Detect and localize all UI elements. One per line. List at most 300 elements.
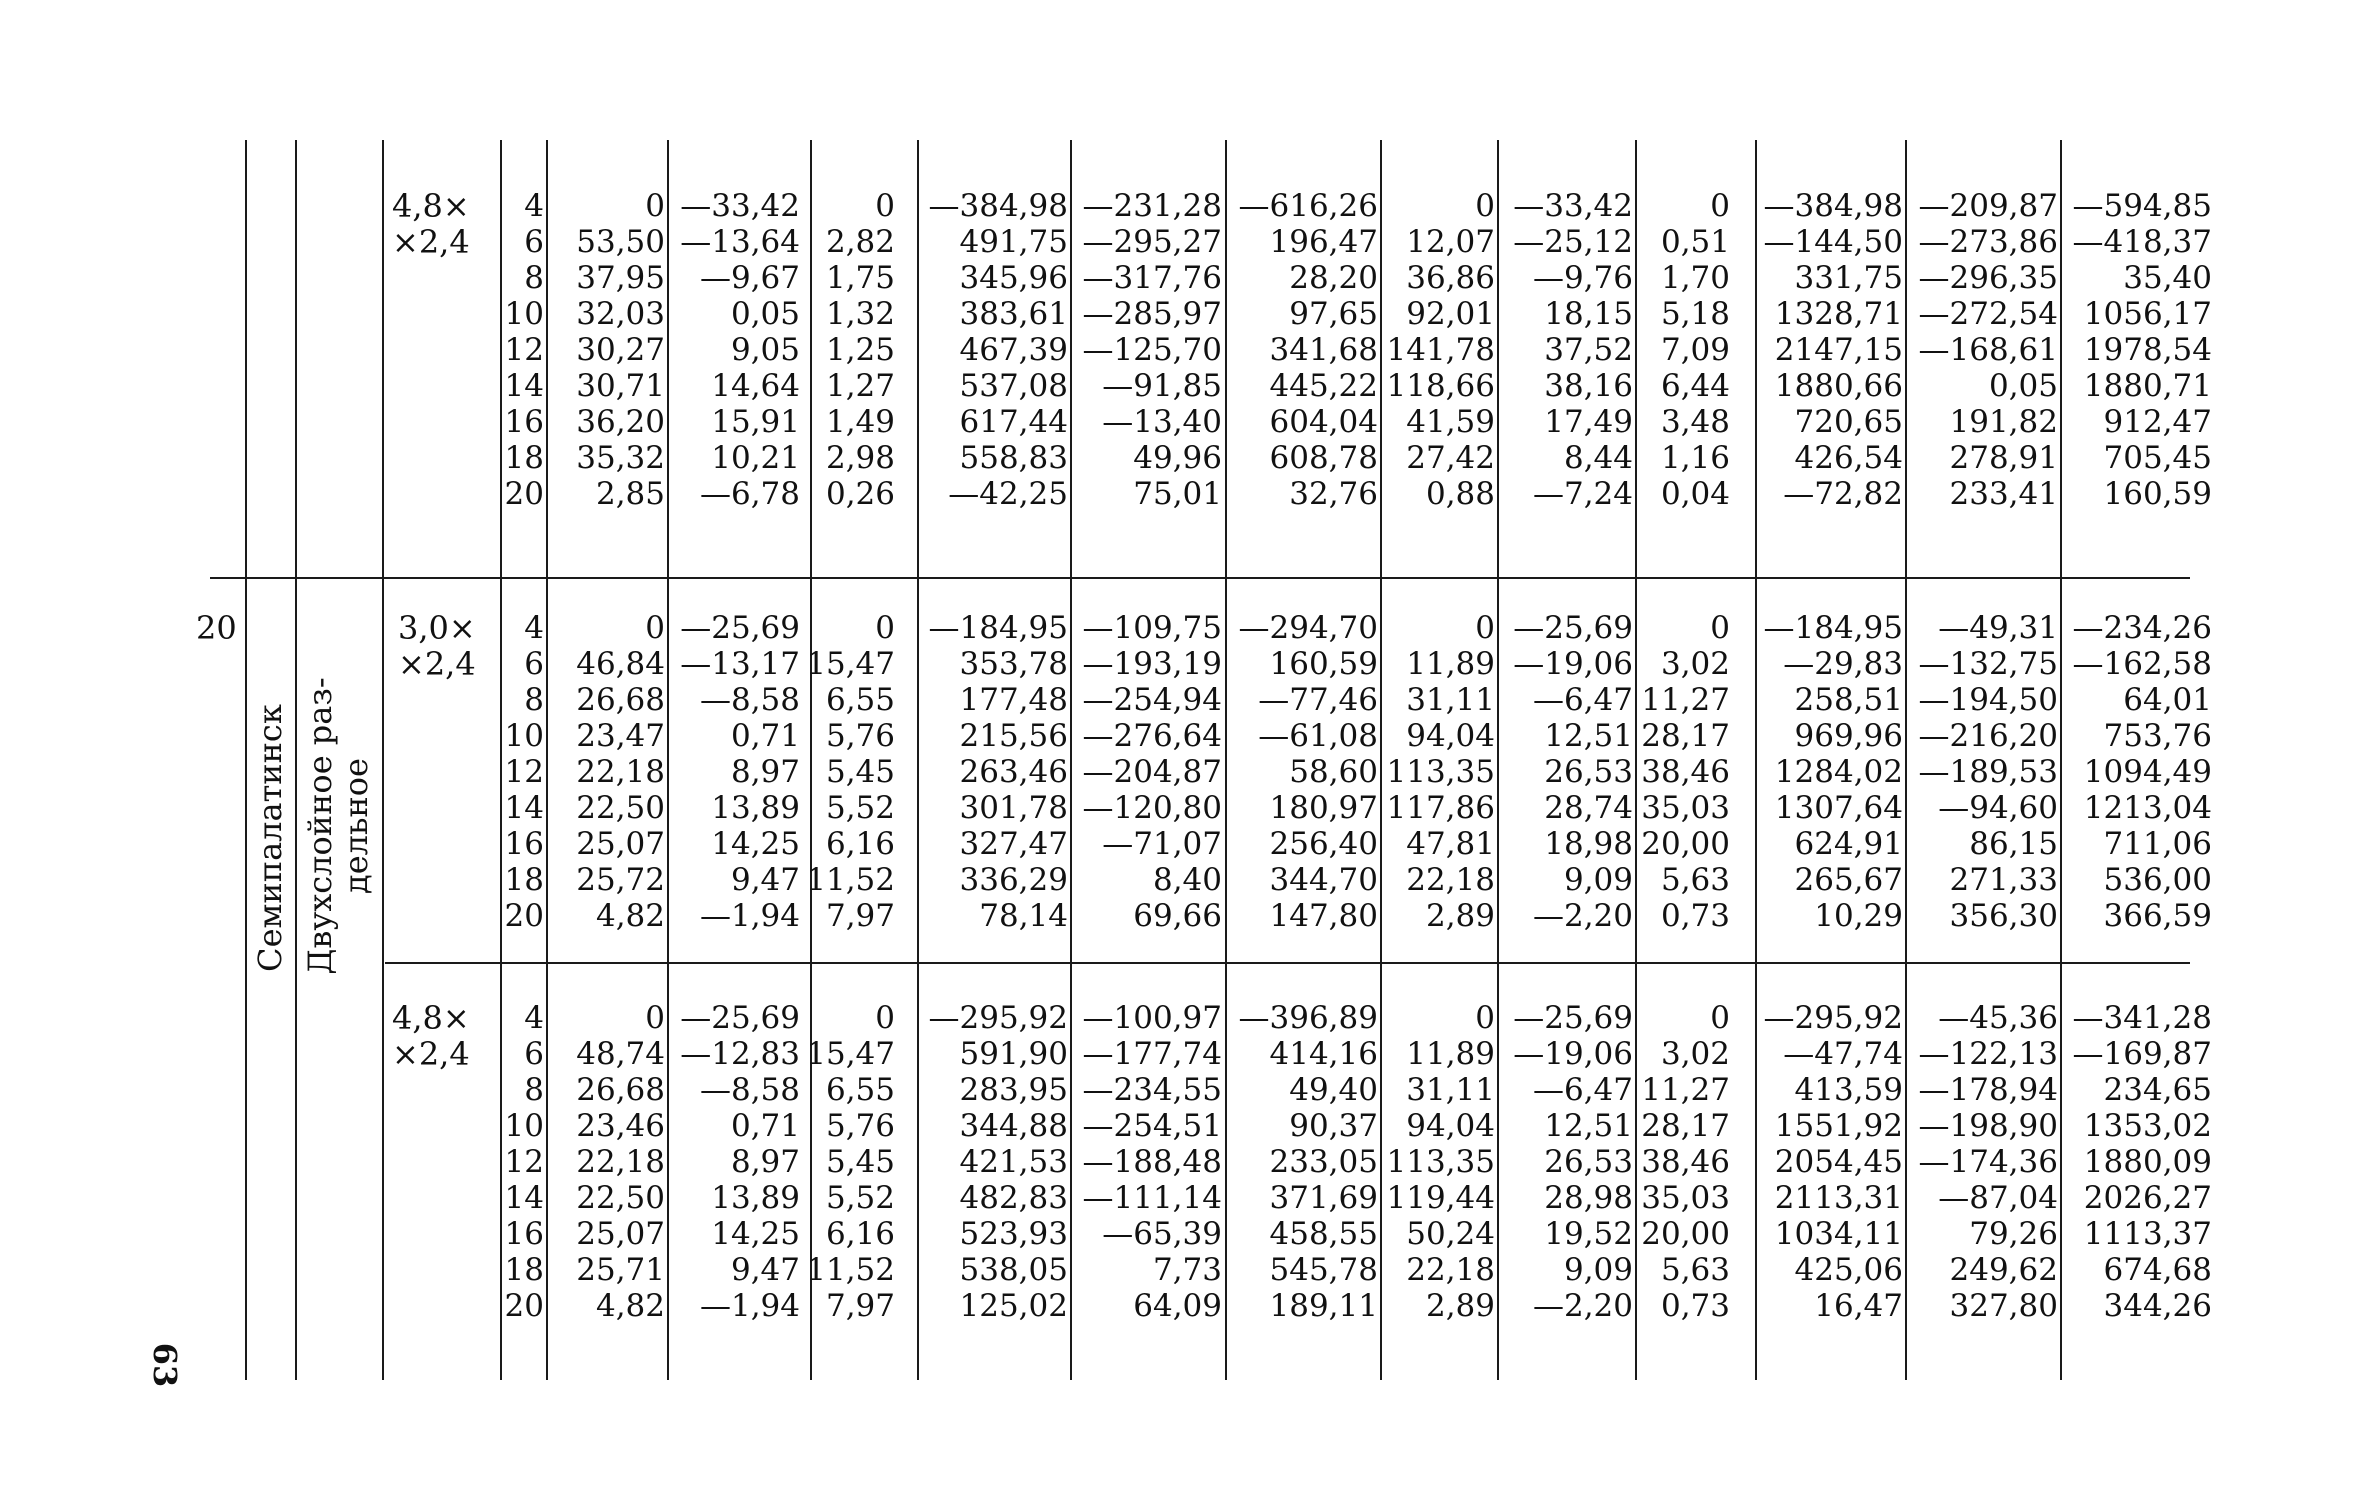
table-cell: —100,97 xyxy=(1082,1000,1222,1036)
table-cell: —384,98 xyxy=(928,188,1068,224)
table-cell: 196,47 xyxy=(1269,224,1378,260)
table-cell: 64,09 xyxy=(1133,1288,1222,1324)
table-cell: 30,27 xyxy=(576,332,665,368)
table-cell: 20,00 xyxy=(1641,826,1730,862)
table-cell: 97,65 xyxy=(1289,296,1378,332)
table-cell: —13,40 xyxy=(1102,404,1222,440)
table-cell: 426,54 xyxy=(1794,440,1903,476)
table-cell: 3,02 xyxy=(1660,646,1730,682)
table-cell: 1307,64 xyxy=(1774,790,1903,826)
table-cell: —25,12 xyxy=(1513,224,1633,260)
table-cell: 356,30 xyxy=(1949,898,2058,934)
table-cell: —162,58 xyxy=(2072,646,2212,682)
table-cell: 160,59 xyxy=(1269,646,1378,682)
table-cell: 1213,04 xyxy=(2083,790,2212,826)
table-cell: 383,61 xyxy=(959,296,1068,332)
table-cell: 22,50 xyxy=(576,1180,665,1216)
table-cell: —29,83 xyxy=(1783,646,1903,682)
table-cell: 674,68 xyxy=(2103,1252,2212,1288)
table-cell: 1,25 xyxy=(825,332,895,368)
row-height-label: 6 xyxy=(524,646,544,682)
table-cell: 58,60 xyxy=(1289,754,1378,790)
table-cell: —71,07 xyxy=(1102,826,1222,862)
table-cell: —341,28 xyxy=(2072,1000,2212,1036)
table-cell: 13,89 xyxy=(711,1180,800,1216)
table-cell: 37,95 xyxy=(576,260,665,296)
table-cell: —295,92 xyxy=(928,1000,1068,1036)
table-cell: 160,59 xyxy=(2103,476,2212,512)
table-cell: 249,62 xyxy=(1949,1252,2058,1288)
table-cell: 79,26 xyxy=(1969,1216,2058,1252)
table-cell: —295,92 xyxy=(1763,1000,1903,1036)
table-cell: 25,71 xyxy=(576,1252,665,1288)
table-cell: 1094,49 xyxy=(2083,754,2212,790)
table-cell: —45,36 xyxy=(1938,1000,2058,1036)
table-cell: 12,07 xyxy=(1406,224,1495,260)
table-cell: 331,75 xyxy=(1794,260,1903,296)
table-cell: 16,47 xyxy=(1814,1288,1903,1324)
row-height-label: 14 xyxy=(504,368,544,404)
row-height-label: 12 xyxy=(504,332,544,368)
table-cell: 17,49 xyxy=(1544,404,1633,440)
table-cell: 119,44 xyxy=(1386,1180,1495,1216)
table-cell: 5,63 xyxy=(1660,1252,1730,1288)
table-cell: 5,63 xyxy=(1660,862,1730,898)
table-cell: —49,31 xyxy=(1938,610,2058,646)
table-cell: 36,20 xyxy=(576,404,665,440)
table-cell: 90,37 xyxy=(1289,1108,1378,1144)
table-cell: 9,47 xyxy=(730,1252,800,1288)
table-cell: 86,15 xyxy=(1969,826,2058,862)
table-cell: 1034,11 xyxy=(1774,1216,1903,1252)
table-cell: 327,47 xyxy=(959,826,1068,862)
table-cell: 180,97 xyxy=(1269,790,1378,826)
table-cell: —198,90 xyxy=(1918,1108,2058,1144)
table-cell: —254,51 xyxy=(1082,1108,1222,1144)
table-cell: 0 xyxy=(1475,610,1495,646)
table-cell: 1880,66 xyxy=(1774,368,1903,404)
table-cell: 19,52 xyxy=(1544,1216,1633,1252)
table-cell: 0 xyxy=(875,1000,895,1036)
table-cell: —25,69 xyxy=(1513,1000,1633,1036)
table-cell: 0 xyxy=(1710,1000,1730,1036)
table-cell: 11,89 xyxy=(1406,1036,1495,1072)
table-cell: 25,72 xyxy=(576,862,665,898)
table-cell: 1284,02 xyxy=(1774,754,1903,790)
table-cell: 344,70 xyxy=(1269,862,1378,898)
table-cell: 0 xyxy=(645,1000,665,1036)
table-cell: 15,91 xyxy=(711,404,800,440)
table-cell: 26,53 xyxy=(1544,754,1633,790)
table-cell: —594,85 xyxy=(2072,188,2212,224)
table-cell: 591,90 xyxy=(959,1036,1068,1072)
table-cell: 28,74 xyxy=(1544,790,1633,826)
table-cell: 47,81 xyxy=(1406,826,1495,862)
table-cell: 912,47 xyxy=(2103,404,2212,440)
table-cell: 1880,71 xyxy=(2083,368,2212,404)
brick-size-label: 4,8× xyxy=(392,999,470,1037)
table-cell: 0 xyxy=(875,188,895,224)
table-cell: 2113,31 xyxy=(1774,1180,1903,1216)
table-cell: —317,76 xyxy=(1082,260,1222,296)
table-cell: —276,64 xyxy=(1082,718,1222,754)
table-cell: 11,52 xyxy=(806,862,895,898)
table-cell: 0 xyxy=(1475,1000,1495,1036)
table-cell: 0,26 xyxy=(825,476,895,512)
table-cell: 22,50 xyxy=(576,790,665,826)
row-height-label: 4 xyxy=(524,610,544,646)
table-cell: 22,18 xyxy=(576,1144,665,1180)
table-cell: —418,37 xyxy=(2072,224,2212,260)
table-cell: 538,05 xyxy=(959,1252,1068,1288)
table-cell: 28,98 xyxy=(1544,1180,1633,1216)
table-cell: 233,41 xyxy=(1949,476,2058,512)
table-cell: 78,14 xyxy=(979,898,1068,934)
brick-size-label: ×2,4 xyxy=(392,223,470,261)
table-cell: 491,75 xyxy=(959,224,1068,260)
table-cell: —13,17 xyxy=(680,646,800,682)
table-cell: 2,98 xyxy=(825,440,895,476)
table-cell: 117,86 xyxy=(1386,790,1495,826)
table-cell: —8,58 xyxy=(699,1072,800,1108)
table-cell: —125,70 xyxy=(1082,332,1222,368)
table-cell: 25,07 xyxy=(576,826,665,862)
table-cell: 92,01 xyxy=(1406,296,1495,332)
row-height-label: 14 xyxy=(504,1180,544,1216)
table-cell: 1,32 xyxy=(825,296,895,332)
row-height-label: 20 xyxy=(504,898,544,934)
table-cell: —8,58 xyxy=(699,682,800,718)
table-cell: 523,93 xyxy=(959,1216,1068,1252)
table-cell: 258,51 xyxy=(1794,682,1903,718)
table-cell: 421,53 xyxy=(959,1144,1068,1180)
table-cell: —188,48 xyxy=(1082,1144,1222,1180)
table-cell: —1,94 xyxy=(699,898,800,934)
row-height-label: 20 xyxy=(504,476,544,512)
table-cell: —91,85 xyxy=(1102,368,1222,404)
table-cell: —132,75 xyxy=(1918,646,2058,682)
table-cell: 10,29 xyxy=(1814,898,1903,934)
table-cell: 15,47 xyxy=(806,1036,895,1072)
table-cell: —25,69 xyxy=(1513,610,1633,646)
table-cell: —122,13 xyxy=(1918,1036,2058,1072)
table-cell: 0,88 xyxy=(1425,476,1495,512)
table-cell: 341,68 xyxy=(1269,332,1378,368)
table-cell: —184,95 xyxy=(1763,610,1903,646)
table-cell: —285,97 xyxy=(1082,296,1222,332)
row-height-label: 16 xyxy=(504,826,544,862)
table-cell: 3,48 xyxy=(1660,404,1730,440)
table-cell: 0,51 xyxy=(1660,224,1730,260)
table-cell: —193,19 xyxy=(1082,646,1222,682)
table-cell: 26,68 xyxy=(576,682,665,718)
table-cell: 371,69 xyxy=(1269,1180,1378,1216)
block-divider xyxy=(210,577,2190,579)
table-cell: —194,50 xyxy=(1918,682,2058,718)
table-cell: 20,00 xyxy=(1641,1216,1730,1252)
row-height-label: 10 xyxy=(504,296,544,332)
table-cell: 271,33 xyxy=(1949,862,2058,898)
table-cell: 6,55 xyxy=(825,682,895,718)
table-cell: 2054,45 xyxy=(1774,1144,1903,1180)
table-cell: 23,46 xyxy=(576,1108,665,1144)
table-cell: —6,47 xyxy=(1532,682,1633,718)
table-cell: 0,73 xyxy=(1660,1288,1730,1324)
table-cell: —65,39 xyxy=(1102,1216,1222,1252)
table-cell: 28,17 xyxy=(1641,1108,1730,1144)
table-cell: 11,89 xyxy=(1406,646,1495,682)
table-cell: 0 xyxy=(1710,610,1730,646)
table-cell: 7,73 xyxy=(1152,1252,1222,1288)
row-height-label: 12 xyxy=(504,754,544,790)
table-cell: 5,18 xyxy=(1660,296,1730,332)
table-cell: —169,87 xyxy=(2072,1036,2212,1072)
table-cell: 1,27 xyxy=(825,368,895,404)
table-cell: —2,20 xyxy=(1532,898,1633,934)
row-height-label: 8 xyxy=(524,1072,544,1108)
table-cell: 545,78 xyxy=(1269,1252,1378,1288)
table-cell: —12,83 xyxy=(680,1036,800,1072)
table-cell: —19,06 xyxy=(1513,1036,1633,1072)
table-cell: —616,26 xyxy=(1238,188,1378,224)
table-cell: 141,78 xyxy=(1386,332,1495,368)
table-cell: 9,09 xyxy=(1563,1252,1633,1288)
table-cell: 8,44 xyxy=(1563,440,1633,476)
table-cell: —25,69 xyxy=(680,1000,800,1036)
table-cell: 720,65 xyxy=(1794,404,1903,440)
table-cell: 4,82 xyxy=(595,1288,665,1324)
table-cell: 2,89 xyxy=(1425,898,1495,934)
table-cell: 12,51 xyxy=(1544,718,1633,754)
table-cell: 0,71 xyxy=(730,1108,800,1144)
block-divider xyxy=(385,962,2190,964)
table-cell: 11,27 xyxy=(1641,682,1730,718)
table-cell: 27,42 xyxy=(1406,440,1495,476)
table-cell: 711,06 xyxy=(2103,826,2212,862)
row-height-label: 16 xyxy=(504,404,544,440)
table-cell: 1353,02 xyxy=(2083,1108,2212,1144)
table-cell: 1,16 xyxy=(1660,440,1730,476)
table-cell: 345,96 xyxy=(959,260,1068,296)
table-cell: 177,48 xyxy=(959,682,1068,718)
table-cell: 18,15 xyxy=(1544,296,1633,332)
table-cell: —189,53 xyxy=(1918,754,2058,790)
table-cell: 265,67 xyxy=(1794,862,1903,898)
table-cell: 301,78 xyxy=(959,790,1068,826)
table-cell: 15,47 xyxy=(806,646,895,682)
table-cell: —209,87 xyxy=(1918,188,2058,224)
table-cell: 705,45 xyxy=(2103,440,2212,476)
table-cell: 753,76 xyxy=(2103,718,2212,754)
table-cell: —120,80 xyxy=(1082,790,1222,826)
table-cell: 2147,15 xyxy=(1774,332,1903,368)
table-cell: 35,32 xyxy=(576,440,665,476)
table-cell: —204,87 xyxy=(1082,754,1222,790)
table-cell: —47,74 xyxy=(1783,1036,1903,1072)
table-cell: 458,55 xyxy=(1269,1216,1378,1252)
table-cell: 353,78 xyxy=(959,646,1068,682)
table-cell: —9,67 xyxy=(699,260,800,296)
table-cell: 13,89 xyxy=(711,790,800,826)
row-height-label: 18 xyxy=(504,862,544,898)
table-cell: —61,08 xyxy=(1258,718,1378,754)
table-cell: —296,35 xyxy=(1918,260,2058,296)
table-cell: 1880,09 xyxy=(2083,1144,2212,1180)
table-cell: 1978,54 xyxy=(2083,332,2212,368)
row-height-label: 14 xyxy=(504,790,544,826)
brick-size-label: 4,8× xyxy=(392,187,470,225)
table-cell: 38,16 xyxy=(1544,368,1633,404)
table-cell: 35,03 xyxy=(1641,1180,1730,1216)
table-cell: 1056,17 xyxy=(2083,296,2212,332)
table-cell: 11,52 xyxy=(806,1252,895,1288)
table-cell: 5,45 xyxy=(825,754,895,790)
row-height-label: 8 xyxy=(524,260,544,296)
table-cell: 5,76 xyxy=(825,1108,895,1144)
table-cell: 118,66 xyxy=(1386,368,1495,404)
table-cell: —33,42 xyxy=(1513,188,1633,224)
table-cell: 8,40 xyxy=(1152,862,1222,898)
table-cell: 445,22 xyxy=(1269,368,1378,404)
table-cell: —384,98 xyxy=(1763,188,1903,224)
table-cell: 624,91 xyxy=(1794,826,1903,862)
row-height-label: 20 xyxy=(504,1288,544,1324)
column-divider xyxy=(295,140,297,1380)
table-cell: 283,95 xyxy=(959,1072,1068,1108)
table-cell: —234,55 xyxy=(1082,1072,1222,1108)
table-cell: 31,11 xyxy=(1406,682,1495,718)
table-cell: 0,71 xyxy=(730,718,800,754)
table-cell: —87,04 xyxy=(1938,1180,2058,1216)
table-cell: 75,01 xyxy=(1133,476,1222,512)
table-cell: —19,06 xyxy=(1513,646,1633,682)
table-cell: 32,76 xyxy=(1289,476,1378,512)
table-cell: 113,35 xyxy=(1386,754,1495,790)
table-cell: 0 xyxy=(645,188,665,224)
table-cell: 344,26 xyxy=(2103,1288,2212,1324)
table-cell: —295,27 xyxy=(1082,224,1222,260)
table-cell: —184,95 xyxy=(928,610,1068,646)
table-cell: 0,04 xyxy=(1660,476,1730,512)
table-cell: 233,05 xyxy=(1269,1144,1378,1180)
table-cell: 0 xyxy=(645,610,665,646)
table-cell: 482,83 xyxy=(959,1180,1068,1216)
table-cell: 31,11 xyxy=(1406,1072,1495,1108)
table-cell: —273,86 xyxy=(1918,224,2058,260)
table-cell: 14,64 xyxy=(711,368,800,404)
table-cell: 32,03 xyxy=(576,296,665,332)
table-cell: 608,78 xyxy=(1269,440,1378,476)
table-cell: —144,50 xyxy=(1763,224,1903,260)
table-cell: 22,18 xyxy=(1406,1252,1495,1288)
table-cell: —1,94 xyxy=(699,1288,800,1324)
table-cell: 12,51 xyxy=(1544,1108,1633,1144)
table-cell: —178,94 xyxy=(1918,1072,2058,1108)
table-cell: 617,44 xyxy=(959,404,1068,440)
table-cell: 467,39 xyxy=(959,332,1068,368)
table-cell: 38,46 xyxy=(1641,1144,1730,1180)
table-cell: 9,09 xyxy=(1563,862,1633,898)
table-cell: 14,25 xyxy=(711,1216,800,1252)
table-cell: 344,88 xyxy=(959,1108,1068,1144)
table-cell: 537,08 xyxy=(959,368,1068,404)
row-height-label: 10 xyxy=(504,1108,544,1144)
table-cell: 2,85 xyxy=(595,476,665,512)
table-cell: —77,46 xyxy=(1258,682,1378,718)
table-cell: —109,75 xyxy=(1082,610,1222,646)
table-cell: 49,96 xyxy=(1133,440,1222,476)
table-cell: 22,18 xyxy=(576,754,665,790)
table-cell: 23,47 xyxy=(576,718,665,754)
table-cell: —94,60 xyxy=(1938,790,2058,826)
table-cell: 8,97 xyxy=(730,754,800,790)
table-cell: —6,47 xyxy=(1532,1072,1633,1108)
table-cell: 37,52 xyxy=(1544,332,1633,368)
table-cell: 9,47 xyxy=(730,862,800,898)
table-cell: 3,02 xyxy=(1660,1036,1730,1072)
column-divider xyxy=(382,140,384,1380)
table-cell: 64,01 xyxy=(2123,682,2212,718)
table-cell: 50,24 xyxy=(1406,1216,1495,1252)
table-cell: —25,69 xyxy=(680,610,800,646)
table-cell: 28,20 xyxy=(1289,260,1378,296)
table-cell: 5,52 xyxy=(825,1180,895,1216)
table-cell: —42,25 xyxy=(948,476,1068,512)
table-cell: 4,82 xyxy=(595,898,665,934)
table-cell: 14,25 xyxy=(711,826,800,862)
table-cell: 69,66 xyxy=(1133,898,1222,934)
table-cell: 0,05 xyxy=(1988,368,2058,404)
table-cell: —2,20 xyxy=(1532,1288,1633,1324)
table-cell: 26,68 xyxy=(576,1072,665,1108)
table-cell: 113,35 xyxy=(1386,1144,1495,1180)
table-cell: 5,76 xyxy=(825,718,895,754)
table-cell: 6,16 xyxy=(825,1216,895,1252)
table-cell: 7,97 xyxy=(825,1288,895,1324)
table-cell: 327,80 xyxy=(1949,1288,2058,1324)
table-cell: —174,36 xyxy=(1918,1144,2058,1180)
table-cell: 1113,37 xyxy=(2083,1216,2212,1252)
table-cell: 558,83 xyxy=(959,440,1068,476)
table-cell: 425,06 xyxy=(1794,1252,1903,1288)
table-cell: 35,40 xyxy=(2123,260,2212,296)
table-cell: —177,74 xyxy=(1082,1036,1222,1072)
table-cell: 256,40 xyxy=(1269,826,1378,862)
table-cell: 18,98 xyxy=(1544,826,1633,862)
table-cell: 125,02 xyxy=(959,1288,1068,1324)
table-cell: 6,44 xyxy=(1660,368,1730,404)
table-cell: —9,76 xyxy=(1532,260,1633,296)
table-cell: 7,97 xyxy=(825,898,895,934)
table-cell: 1,75 xyxy=(825,260,895,296)
row-height-label: 4 xyxy=(524,188,544,224)
city-label: Семипалатинск xyxy=(251,704,289,972)
column-divider xyxy=(245,140,247,1380)
row-height-label: 4 xyxy=(524,1000,544,1036)
row-height-label: 8 xyxy=(524,682,544,718)
row-height-label: 6 xyxy=(524,224,544,260)
table-cell: 0 xyxy=(1475,188,1495,224)
table-cell: —234,26 xyxy=(2072,610,2212,646)
table-cell: 2,82 xyxy=(825,224,895,260)
table-cell: 0,05 xyxy=(730,296,800,332)
page-number: 63 xyxy=(146,1342,184,1388)
wall-type-label-line2: дельное xyxy=(337,758,375,894)
table-cell: —254,94 xyxy=(1082,682,1222,718)
table-cell: 413,59 xyxy=(1794,1072,1903,1108)
table-cell: 1551,92 xyxy=(1774,1108,1903,1144)
table-cell: —294,70 xyxy=(1238,610,1378,646)
